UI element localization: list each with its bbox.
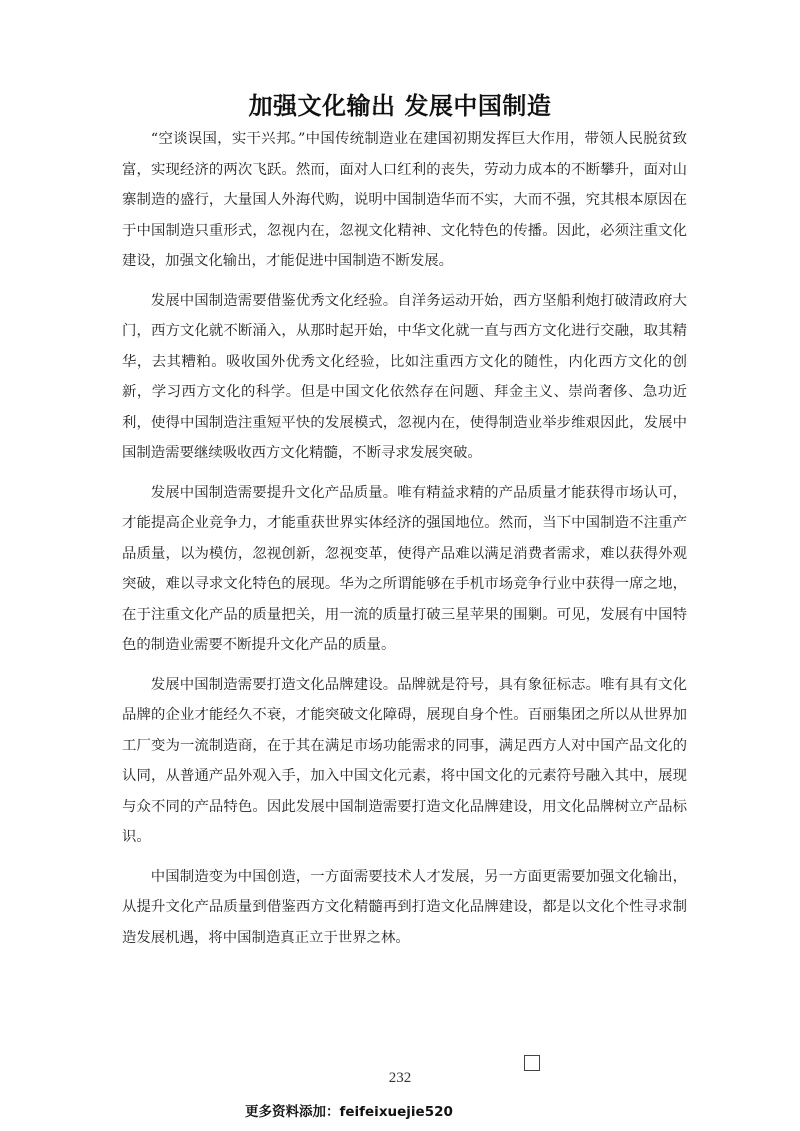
empty-checkbox[interactable]	[524, 1055, 540, 1071]
paragraph-4: 发展中国制造需要打造文化品牌建设。品牌就是符号，具有象征标志。唯有具有文化品牌的企业才能经久不衰，才能突破文化障碍，展现自身个性。百丽集团之所以从世界加工厂变为一流制造商，在于其在满足市场功能需求的同事，满足西方人对中国产品文化的认同，从普通产品外观入手，加入中国文化元素，将中国文化的元素符号融入其中，展现与众不同的产品特色。因此发展中国制造需要打造文化品牌建设，用文化品牌树立产品标识。	[122, 676, 687, 845]
paragraph-3: 发展中国制造需要提升文化产品质量。唯有精益求精的产品质量才能获得市场认可，才能提高企业竞争力，才能重获世界实体经济的强国地位。然而，当下中国制造不注重产品质量，以为模仿，忽视创新，忽视变革，使得产品难以满足消费者需求，难以获得外观突破，难以寻求文化特色的展现。华为之所谓能够在手机市场竞争行业中获得一席之地，在于注重文化产品的质量把关，用一流的质量打破三星苹果的围剿。可见，发展有中国特色的制造业需要不断提升文化产品的质量。	[122, 484, 687, 653]
paragraph-5: 中国制造变为中国创造，一方面需要技术人才发展，另一方面更需要加强文化输出，从提升文化产品质量到借鉴西方文化精髓再到打造文化品牌建设，都是以文化个性寻求制造发展机遇，将中国制造真正立于世界之林。	[122, 868, 687, 946]
page-number: 232	[388, 1070, 412, 1086]
footer-contact-note: 更多资料添加：feifeixuejie520	[245, 1104, 453, 1120]
paragraph-1: “空谈误国，实干兴邦。”中国传统制造业在建国初期发挥巨大作用，带领人民脱贫致富，实现经济的两次飞跃。然而，面对人口红利的丧失，劳动力成本的不断攀升，面对山寨制造的盛行，大量国人外海代购，说明中国制造华而不实，大而不强，究其根本原因在于中国制造只重形式，忽视内在，忽视文化精神、文化特色的传播。因此，必须注重文化建设，加强文化输出，才能促进中国制造不断发展。	[122, 131, 687, 269]
paragraph-2: 发展中国制造需要借鉴优秀文化经验。自洋务运动开始，西方坚船利炮打破清政府大门，西方文化就不断涌入，从那时起开始，中华文化就一直与西方文化进行交融，取其精华，去其糟粕。吸收国外优秀文化经验，比如注重西方文化的随性，内化西方文化的创新，学习西方文化的科学。但是中国文化依然存在问题、拜金主义、崇尚奢侈、急功近利，使得中国制造注重短平快的发展模式，忽视内在，使得制造业举步维艰因此，发展中国制造需要继续吸收西方文化精髓，不断寻求发展突破。	[122, 292, 687, 461]
article-body	[122, 124, 687, 962]
document-title: 加强文化输出 发展中国制造	[248, 92, 552, 120]
